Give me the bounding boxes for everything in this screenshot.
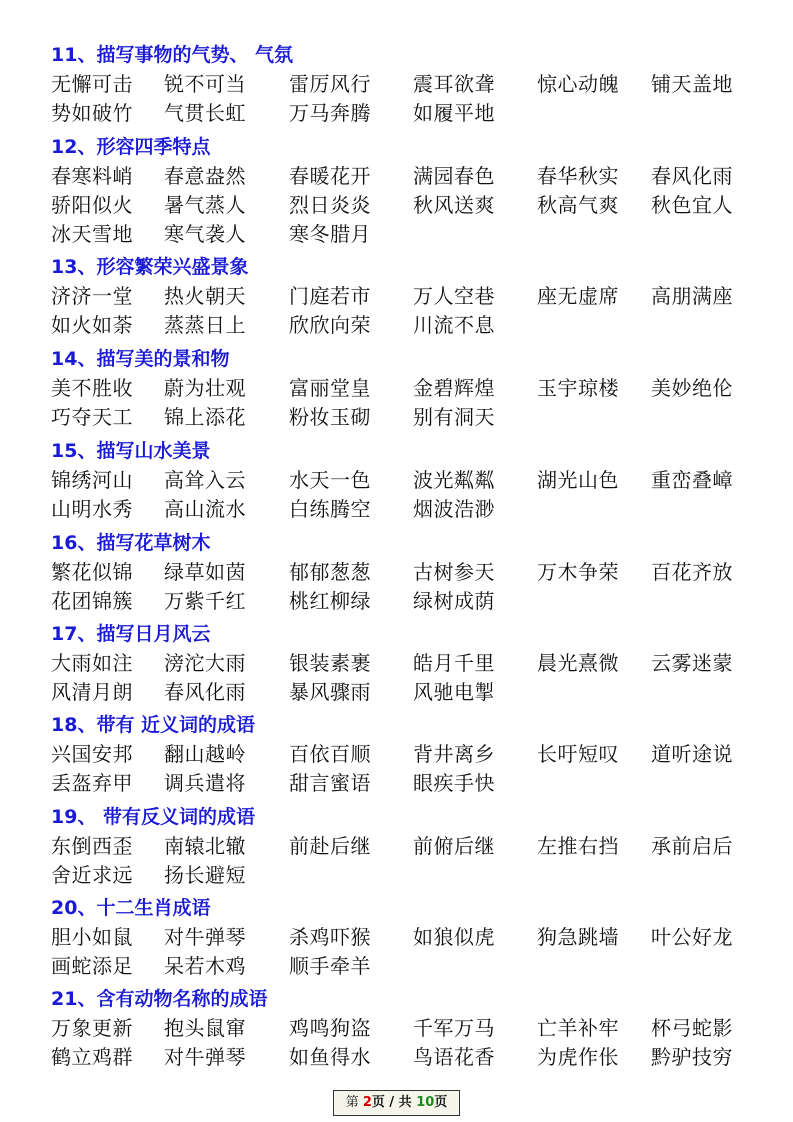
idiom: 秋风送爽 xyxy=(413,193,495,217)
section-heading: 19、 带有反义词的成语 xyxy=(51,806,256,828)
idiom-row xyxy=(51,769,771,798)
idiom: 鸡鸣狗盗 xyxy=(289,1016,371,1040)
idiom-row xyxy=(51,220,771,249)
idiom: 高山流水 xyxy=(164,497,246,521)
idiom: 济济一堂 xyxy=(51,284,133,308)
section-heading: 16、描写花草树木 xyxy=(51,532,211,554)
idiom: 背井离乡 xyxy=(413,742,495,766)
idiom: 巧夺天工 xyxy=(51,405,133,429)
idiom: 如火如荼 xyxy=(51,313,133,337)
section-heading: 11、描写事物的气势、 气氛 xyxy=(51,44,294,66)
footer-suffix: 页 xyxy=(434,1095,448,1110)
idiom: 万木争荣 xyxy=(537,560,619,584)
idiom: 别有洞天 xyxy=(413,405,495,429)
idiom: 绿树成荫 xyxy=(413,589,495,613)
idiom: 千军万马 xyxy=(413,1016,495,1040)
idiom-row xyxy=(51,70,771,99)
idiom: 眼疾手快 xyxy=(413,771,495,795)
idiom: 雷厉风行 xyxy=(289,72,371,96)
idiom: 抱头鼠窜 xyxy=(164,1016,246,1040)
idiom: 秋高气爽 xyxy=(537,193,619,217)
idiom: 呆若木鸡 xyxy=(164,954,246,978)
idiom: 门庭若市 xyxy=(289,284,371,308)
idiom: 重峦叠嶂 xyxy=(651,468,733,492)
idiom: 百依百顺 xyxy=(289,742,371,766)
idiom-section xyxy=(51,252,771,340)
idiom: 万紫千红 xyxy=(164,589,246,613)
idiom: 锐不可当 xyxy=(164,72,246,96)
idiom: 锦上添花 xyxy=(164,405,246,429)
idiom: 春风化雨 xyxy=(651,164,733,188)
idiom: 前赴后继 xyxy=(289,834,371,858)
idiom: 东倒西歪 xyxy=(51,834,133,858)
idiom: 前俯后继 xyxy=(413,834,495,858)
idiom-row xyxy=(51,403,771,432)
idiom-row xyxy=(51,952,771,981)
idiom: 对牛弹琴 xyxy=(164,1045,246,1069)
idiom: 风清月朗 xyxy=(51,680,133,704)
idiom: 高朋满座 xyxy=(651,284,733,308)
idiom: 银装素裹 xyxy=(289,651,371,675)
idiom-row xyxy=(51,832,771,861)
page-footer xyxy=(333,1090,460,1116)
idiom: 春暖花开 xyxy=(289,164,371,188)
idiom: 铺天盖地 xyxy=(651,72,733,96)
idiom: 郁郁葱葱 xyxy=(289,560,371,584)
section-heading: 12、形容四季特点 xyxy=(51,136,211,158)
idiom: 云雾迷蒙 xyxy=(651,651,733,675)
idiom: 白练腾空 xyxy=(289,497,371,521)
idiom-row xyxy=(51,495,771,524)
idiom: 湖光山色 xyxy=(537,468,619,492)
idiom: 兴国安邦 xyxy=(51,742,133,766)
idiom-row xyxy=(51,740,771,769)
idiom-row xyxy=(51,191,771,220)
idiom: 蔚为壮观 xyxy=(164,376,246,400)
idiom-row xyxy=(51,649,771,678)
idiom: 万象更新 xyxy=(51,1016,133,1040)
idiom-section xyxy=(51,528,771,616)
idiom: 杀鸡吓猴 xyxy=(289,925,371,949)
idiom: 画蛇添足 xyxy=(51,954,133,978)
idiom-section xyxy=(51,802,771,890)
idiom: 美妙绝伦 xyxy=(651,376,733,400)
idiom: 繁花似锦 xyxy=(51,560,133,584)
idiom: 玉宇琼楼 xyxy=(537,376,619,400)
idiom: 翻山越岭 xyxy=(164,742,246,766)
idiom: 杯弓蛇影 xyxy=(651,1016,733,1040)
idiom-section xyxy=(51,132,771,249)
idiom: 秋色宜人 xyxy=(651,193,733,217)
idiom: 道听途说 xyxy=(651,742,733,766)
idiom: 桃红柳绿 xyxy=(289,589,371,613)
idiom-section xyxy=(51,40,771,128)
idiom: 高耸入云 xyxy=(164,468,246,492)
idiom: 欣欣向荣 xyxy=(289,313,371,337)
idiom: 春华秋实 xyxy=(537,164,619,188)
idiom: 扬长避短 xyxy=(164,863,246,887)
idiom: 甜言蜜语 xyxy=(289,771,371,795)
idiom-section xyxy=(51,344,771,432)
idiom-row xyxy=(51,861,771,890)
idiom: 如履平地 xyxy=(413,101,495,125)
idiom: 春风化雨 xyxy=(164,680,246,704)
idiom: 波光粼粼 xyxy=(413,468,495,492)
idiom-row xyxy=(51,678,771,707)
section-heading: 21、含有动物名称的成语 xyxy=(51,988,268,1010)
idiom: 气贯长虹 xyxy=(164,101,246,125)
idiom: 冰天雪地 xyxy=(51,222,133,246)
section-heading: 14、描写美的景和物 xyxy=(51,348,230,370)
idiom: 暑气蒸人 xyxy=(164,193,246,217)
idiom-row xyxy=(51,311,771,340)
total-page-count: 10 xyxy=(416,1095,435,1110)
idiom: 百花齐放 xyxy=(651,560,733,584)
section-heading: 20、十二生肖成语 xyxy=(51,897,211,919)
idiom: 对牛弹琴 xyxy=(164,925,246,949)
idiom-row xyxy=(51,99,771,128)
idiom: 绿草如茵 xyxy=(164,560,246,584)
idiom: 粉妆玉砌 xyxy=(289,405,371,429)
idiom: 烟波浩渺 xyxy=(413,497,495,521)
idiom: 如鱼得水 xyxy=(289,1045,371,1069)
idiom-section xyxy=(51,984,771,1072)
idiom: 皓月千里 xyxy=(413,651,495,675)
idiom: 叶公好龙 xyxy=(651,925,733,949)
idiom: 寒冬腊月 xyxy=(289,222,371,246)
idiom: 川流不息 xyxy=(413,313,495,337)
idiom: 金碧辉煌 xyxy=(413,376,495,400)
idiom: 万马奔腾 xyxy=(289,101,371,125)
idiom: 蒸蒸日上 xyxy=(164,313,246,337)
idiom: 左推右挡 xyxy=(537,834,619,858)
idiom-section xyxy=(51,436,771,524)
idiom: 惊心动魄 xyxy=(537,72,619,96)
idiom: 大雨如注 xyxy=(51,651,133,675)
idiom-row xyxy=(51,1043,771,1072)
idiom: 狗急跳墙 xyxy=(537,925,619,949)
idiom-row xyxy=(51,1014,771,1043)
section-heading: 17、描写日月风云 xyxy=(51,623,211,645)
idiom: 如狼似虎 xyxy=(413,925,495,949)
idiom: 亡羊补牢 xyxy=(537,1016,619,1040)
idiom: 调兵遣将 xyxy=(164,771,246,795)
idiom-section xyxy=(51,710,771,798)
idiom: 寒气袭人 xyxy=(164,222,246,246)
footer-prefix: 第 xyxy=(345,1095,363,1110)
idiom: 水天一色 xyxy=(289,468,371,492)
idiom: 胆小如鼠 xyxy=(51,925,133,949)
idiom-row xyxy=(51,374,771,403)
idiom-row xyxy=(51,282,771,311)
idiom: 黔驴技穷 xyxy=(651,1045,733,1069)
idiom: 势如破竹 xyxy=(51,101,133,125)
idiom: 鹤立鸡群 xyxy=(51,1045,133,1069)
idiom: 万人空巷 xyxy=(413,284,495,308)
idiom-section xyxy=(51,893,771,981)
idiom: 古树参天 xyxy=(413,560,495,584)
idiom: 座无虚席 xyxy=(537,284,619,308)
idiom: 烈日炎炎 xyxy=(289,193,371,217)
idiom: 丢盔弃甲 xyxy=(51,771,133,795)
idiom: 晨光熹微 xyxy=(537,651,619,675)
section-heading: 15、描写山水美景 xyxy=(51,440,211,462)
idiom: 震耳欲聋 xyxy=(413,72,495,96)
idiom-section xyxy=(51,619,771,707)
current-page-number: 2 xyxy=(362,1095,372,1110)
idiom-row xyxy=(51,466,771,495)
idiom: 骄阳似火 xyxy=(51,193,133,217)
idiom: 热火朝天 xyxy=(164,284,246,308)
idiom: 风驰电掣 xyxy=(413,680,495,704)
idiom: 满园春色 xyxy=(413,164,495,188)
idiom: 顺手牵羊 xyxy=(289,954,371,978)
idiom: 为虎作伥 xyxy=(537,1045,619,1069)
idiom: 滂沱大雨 xyxy=(164,651,246,675)
idiom: 南辕北辙 xyxy=(164,834,246,858)
idiom: 春意盎然 xyxy=(164,164,246,188)
idiom-row xyxy=(51,587,771,616)
idiom-row xyxy=(51,558,771,587)
idiom: 舍近求远 xyxy=(51,863,133,887)
idiom: 春寒料峭 xyxy=(51,164,133,188)
idiom: 暴风骤雨 xyxy=(289,680,371,704)
idiom: 长吁短叹 xyxy=(537,742,619,766)
idiom: 鸟语花香 xyxy=(413,1045,495,1069)
idiom: 无懈可击 xyxy=(51,72,133,96)
idiom: 山明水秀 xyxy=(51,497,133,521)
idiom: 锦绣河山 xyxy=(51,468,133,492)
idiom-row xyxy=(51,923,771,952)
section-heading: 13、形容繁荣兴盛景象 xyxy=(51,256,249,278)
section-heading: 18、带有 近义词的成语 xyxy=(51,714,256,736)
idiom-row xyxy=(51,162,771,191)
idiom: 美不胜收 xyxy=(51,376,133,400)
footer-mid: 页 / 共 xyxy=(371,1095,417,1110)
idiom: 富丽堂皇 xyxy=(289,376,371,400)
idiom: 承前启后 xyxy=(651,834,733,858)
idiom: 花团锦簇 xyxy=(51,589,133,613)
